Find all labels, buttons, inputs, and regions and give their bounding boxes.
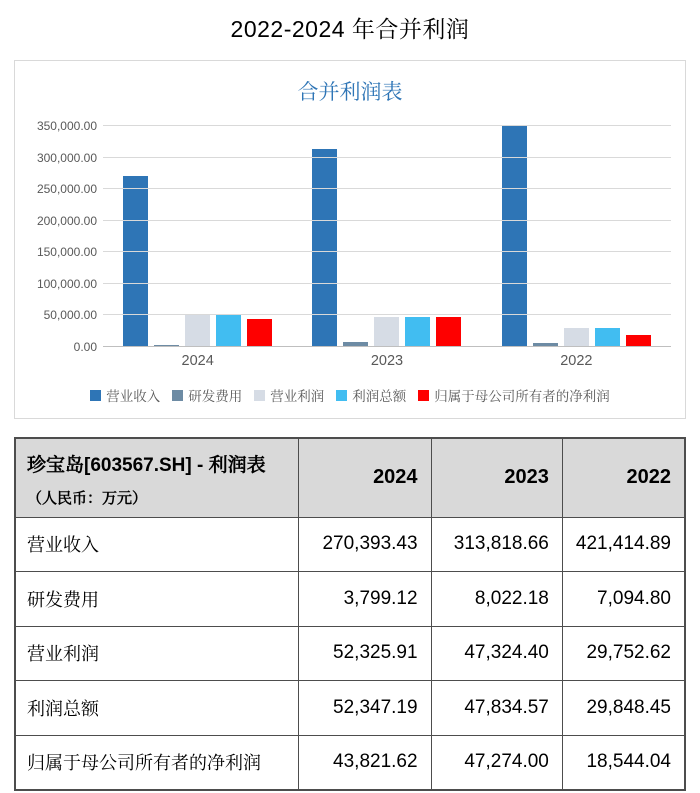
legend-label: 利润总额 (352, 389, 407, 404)
table-row (15, 517, 685, 572)
bar (405, 317, 430, 347)
y-tick-label: 300,000.00 (36, 150, 97, 165)
legend-swatch-icon (254, 390, 265, 401)
legend-label: 研发费用 (188, 389, 243, 404)
x-tick-label: 2024 (181, 353, 214, 369)
legend-item (90, 385, 160, 405)
cell-value: 421,414.89 (562, 517, 685, 572)
gridline (103, 188, 671, 189)
cell-value: 3,799.12 (298, 572, 431, 627)
row-label: 研发费用 (15, 572, 298, 627)
bar (247, 319, 272, 347)
cell-value: 43,821.62 (298, 735, 431, 790)
legend-label: 归属于母公司所有者的净利润 (434, 389, 610, 404)
y-tick-label: 50,000.00 (43, 308, 97, 323)
x-axis-labels (103, 353, 671, 369)
cell-value: 47,324.40 (431, 626, 562, 681)
x-tick-label: 2022 (560, 353, 593, 369)
row-label: 利润总额 (15, 681, 298, 736)
legend-swatch-icon (418, 390, 429, 401)
legend-swatch-icon (336, 390, 347, 401)
row-label: 归属于母公司所有者的净利润 (15, 735, 298, 790)
legend-label: 营业收入 (106, 389, 161, 404)
cell-value: 52,347.19 (298, 681, 431, 736)
cell-value: 47,834.57 (431, 681, 562, 736)
column-header-2024: 2024 (298, 438, 431, 517)
legend-item (336, 385, 406, 405)
page-title: 2022-2024 年合并利润 (230, 16, 470, 42)
gridline (103, 283, 671, 284)
profit-table (14, 437, 686, 791)
table-header-row (15, 438, 685, 517)
cell-value: 313,818.66 (431, 517, 562, 572)
legend-item (418, 385, 610, 405)
table-row (15, 626, 685, 681)
cell-value: 47,274.00 (431, 735, 562, 790)
profit-chart-card (14, 60, 686, 419)
bar (312, 149, 337, 347)
column-header-2023: 2023 (431, 438, 562, 517)
cell-value: 8,022.18 (431, 572, 562, 627)
y-tick-label: 200,000.00 (36, 213, 97, 228)
chart-legend (15, 385, 685, 405)
cell-value: 29,752.62 (562, 626, 685, 681)
legend-item (254, 385, 324, 405)
y-tick-label: 150,000.00 (36, 245, 97, 260)
y-tick-label: 0.00 (73, 340, 97, 354)
chart-plot-area (103, 126, 671, 347)
y-axis-labels (23, 119, 97, 354)
gridline (103, 251, 671, 252)
column-header-2022: 2022 (562, 438, 685, 517)
table-row (15, 735, 685, 790)
bar (123, 176, 148, 347)
legend-swatch-icon (172, 390, 183, 401)
bar (595, 328, 620, 347)
table-row (15, 572, 685, 627)
row-label: 营业收入 (15, 517, 298, 572)
row-label: 营业利润 (15, 626, 298, 681)
table-title: 珍宝岛[603567.SH] - 利润表 (27, 454, 266, 476)
table-row (15, 681, 685, 736)
gridline (103, 220, 671, 221)
cell-value: 7,094.80 (562, 572, 685, 627)
gridline (103, 314, 671, 315)
cell-value: 270,393.43 (298, 517, 431, 572)
table-currency-unit: （人民币：万元） (27, 489, 148, 507)
cell-value: 52,325.91 (298, 626, 431, 681)
x-axis-line (103, 346, 671, 347)
y-tick-label: 350,000.00 (36, 119, 97, 133)
gridline (103, 157, 671, 158)
table-title-cell (15, 438, 298, 517)
cell-value: 18,544.04 (562, 735, 685, 790)
y-tick-label: 250,000.00 (36, 182, 97, 197)
bar (374, 317, 399, 347)
bar (436, 317, 461, 347)
legend-item (172, 385, 242, 405)
gridline (103, 125, 671, 126)
bar (216, 314, 241, 347)
legend-label: 营业利润 (270, 389, 325, 404)
legend-swatch-icon (90, 390, 101, 401)
cell-value: 29,848.45 (562, 681, 685, 736)
bar (185, 314, 210, 347)
chart-title: 合并利润表 (297, 81, 403, 104)
bar (564, 328, 589, 347)
y-tick-label: 100,000.00 (36, 276, 97, 291)
x-tick-label: 2023 (370, 353, 404, 369)
